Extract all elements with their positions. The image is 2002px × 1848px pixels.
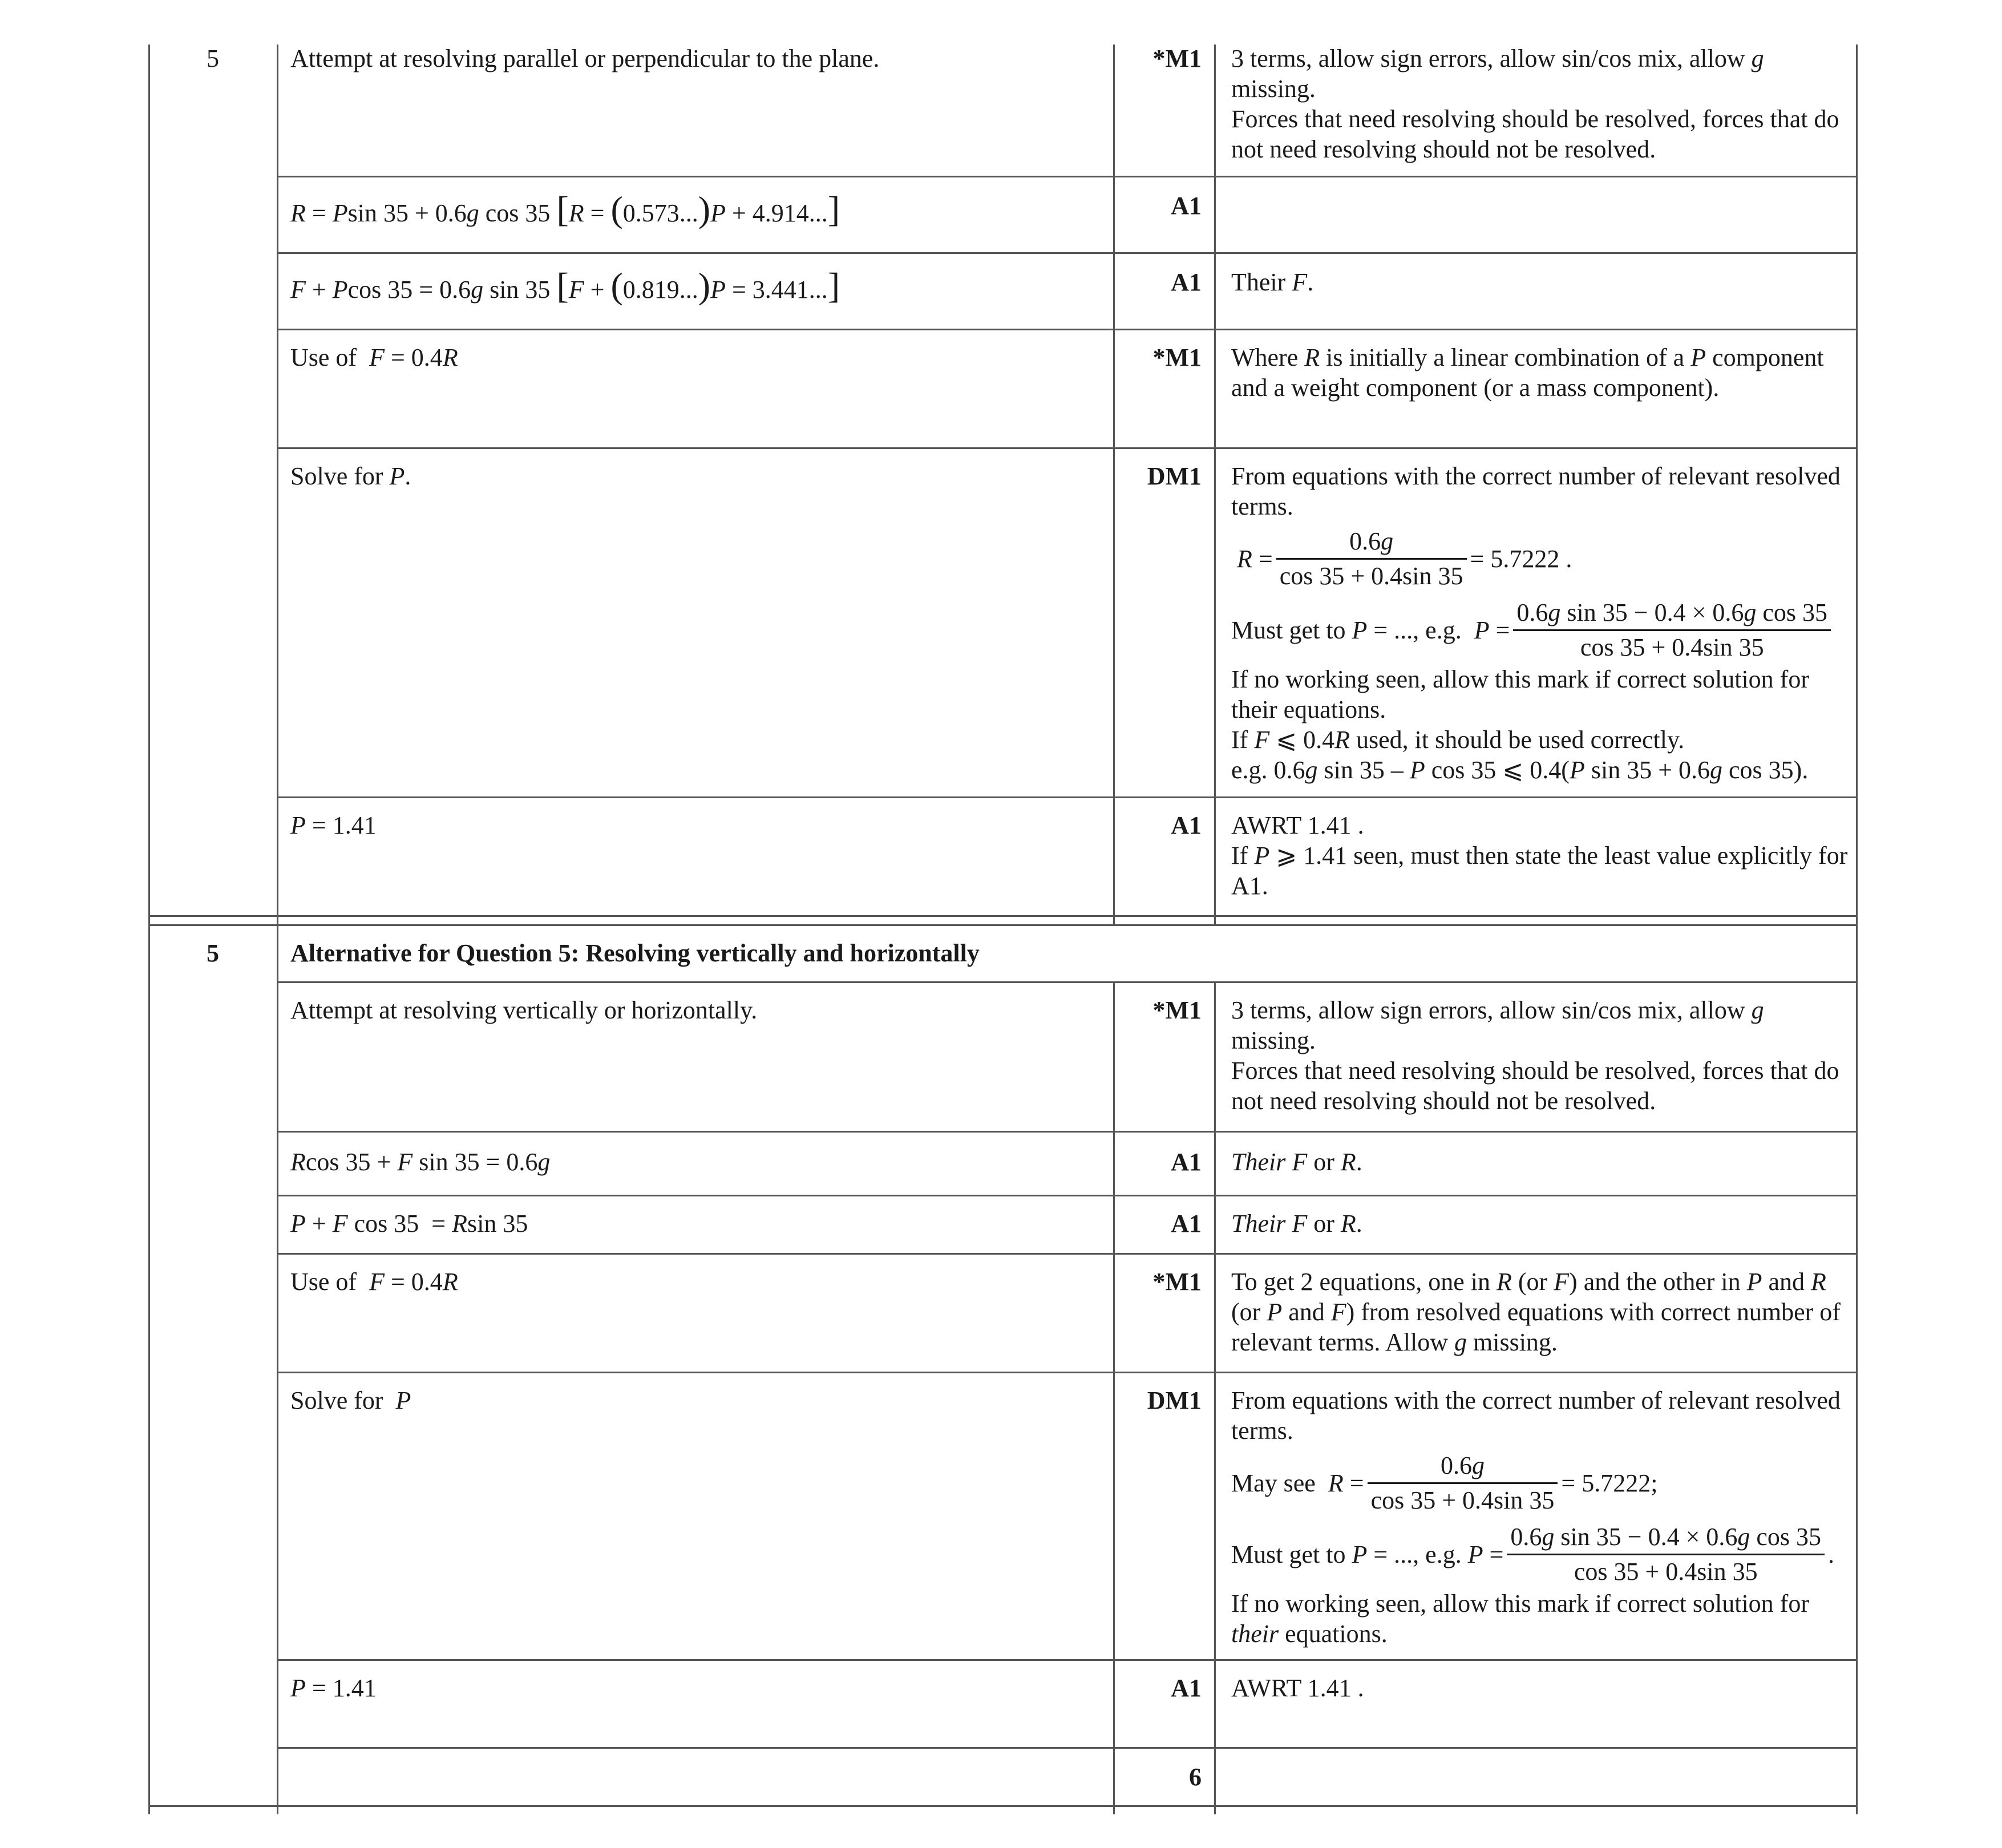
guidance-text: Where R is initially a linear combination of a P component and a weight component (or a mass component).: [1231, 343, 1824, 402]
answer-text: Use of F = 0.4R: [290, 343, 458, 371]
row-divider: [277, 1253, 1858, 1255]
mark-label: A1: [1171, 268, 1202, 296]
mark-label: DM1: [1147, 462, 1202, 490]
mark-label: *M1: [1152, 343, 1202, 371]
section-divider: [148, 915, 1858, 917]
row-divider: [277, 1659, 1858, 1661]
guidance-text: AWRT 1.41 .: [1231, 1674, 1364, 1702]
mark-label: A1: [1171, 811, 1202, 839]
mark-label: *M1: [1152, 1268, 1202, 1296]
mark-label: DM1: [1147, 1386, 1202, 1414]
mark-label: *M1: [1152, 45, 1202, 72]
mark-label: A1: [1171, 1148, 1202, 1176]
answer-equation: Rcos 35 + F sin 35 = 0.6g: [290, 1148, 551, 1176]
question-number: 5: [207, 45, 219, 72]
table-border-right: [1856, 45, 1858, 1814]
answer-equation: R = Psin 35 + 0.6g cos 35 [R = (0.573...)P + 4.914...]: [290, 189, 840, 229]
answer-final: P = 1.41: [290, 811, 377, 839]
row-divider: [277, 1747, 1858, 1749]
answer-final: P = 1.41: [290, 1674, 377, 1702]
mark-label: A1: [1171, 192, 1202, 220]
row-divider: [277, 1195, 1858, 1196]
answer-text: Solve for P.: [290, 462, 411, 490]
answer-text: Attempt at resolving vertically or horizontally.: [290, 996, 758, 1024]
row-divider: [277, 981, 1858, 983]
guidance-text: Their F or R.: [1231, 1210, 1362, 1238]
row-divider: [277, 176, 1858, 177]
answer-text: Solve for P: [290, 1386, 411, 1414]
column-divider-answer: [277, 924, 278, 1814]
guidance-text: AWRT 1.41 . If P ⩾ 1.41 seen, must then state the least value explicitly for A1.: [1231, 811, 1848, 900]
guidance-text: 3 terms, allow sign errors, allow sin/cos mix, allow g missing. Forces that need resolving should be resolved, forces that do not need resolving should not be resolved.: [1231, 45, 1839, 163]
answer-equation: P + F cos 35 = Rsin 35: [290, 1210, 528, 1238]
guidance-text: To get 2 equations, one in R (or F) and the other in P and R (or P and F) from resolved equations with correct number of relevant terms. Allow g missing.: [1231, 1268, 1841, 1356]
row-divider: [277, 447, 1858, 449]
row-divider: [277, 252, 1858, 254]
row-divider: [277, 329, 1858, 330]
mark-label: *M1: [1152, 996, 1202, 1024]
row-divider: [277, 796, 1858, 798]
answer-text: Use of F = 0.4R: [290, 1268, 458, 1296]
row-divider: [277, 1131, 1858, 1133]
guidance-text: From equations with the correct number of relevant resolved terms. R = $\frac{0.6g}{\cos 35 + 0.4\sin 35}$ = 5.7222 . Must get to P = ..., e.g. P = $\frac{\text{0.6g sin 35 − 0.4 × 0.6g cos 35}}{\cos 35 + 0.4\sin 35}$ If no working seen, allow this mark if correct solution for their equations. If F ⩽ 0.4R used, it should be used correctly. e.g. 0.6g sin 35 – P cos 35 ⩽ 0.4(P sin 35 + 0.6g cos 35).: [1231, 462, 1841, 784]
guidance-text: 3 terms, allow sign errors, allow sin/cos mix, allow g missing. Forces that need resolving should be resolved, forces that do not need resolving should not be resolved.: [1231, 996, 1839, 1115]
table-border-left: [148, 45, 150, 1814]
alternative-heading: Alternative for Question 5: Resolving vertically and horizontally: [290, 939, 980, 967]
row-divider: [277, 1372, 1858, 1373]
answer-text: Attempt at resolving parallel or perpendicular to the plane.: [290, 45, 880, 72]
guidance-text: From equations with the correct number of relevant resolved terms. May see R = $\frac{0.6g}{\cos 35 + 0.4\sin 35}$ = 5.7222; Must get to P = ..., e.g. P = $\frac{\text{0.6g sin 35 − 0.4 × 0.6g cos 35}}{\cos 35 + 0.4\sin 35}$ . If no working seen, allow this mark if correct solution for their equations.: [1231, 1386, 1841, 1648]
mark-label: A1: [1171, 1210, 1202, 1238]
section-divider: [148, 924, 1858, 926]
total-marks: 6: [1189, 1763, 1202, 1791]
question-number: 5: [207, 939, 219, 967]
column-divider-guidance: [1214, 981, 1216, 1814]
table-border-bottom: [148, 1805, 1858, 1807]
guidance-text: Their F or R.: [1231, 1148, 1362, 1176]
guidance-text: Their F.: [1231, 268, 1314, 296]
mark-label: A1: [1171, 1674, 1202, 1702]
answer-equation: F + Pcos 35 = 0.6g sin 35 [F + (0.819...)P = 3.441...]: [290, 265, 840, 306]
